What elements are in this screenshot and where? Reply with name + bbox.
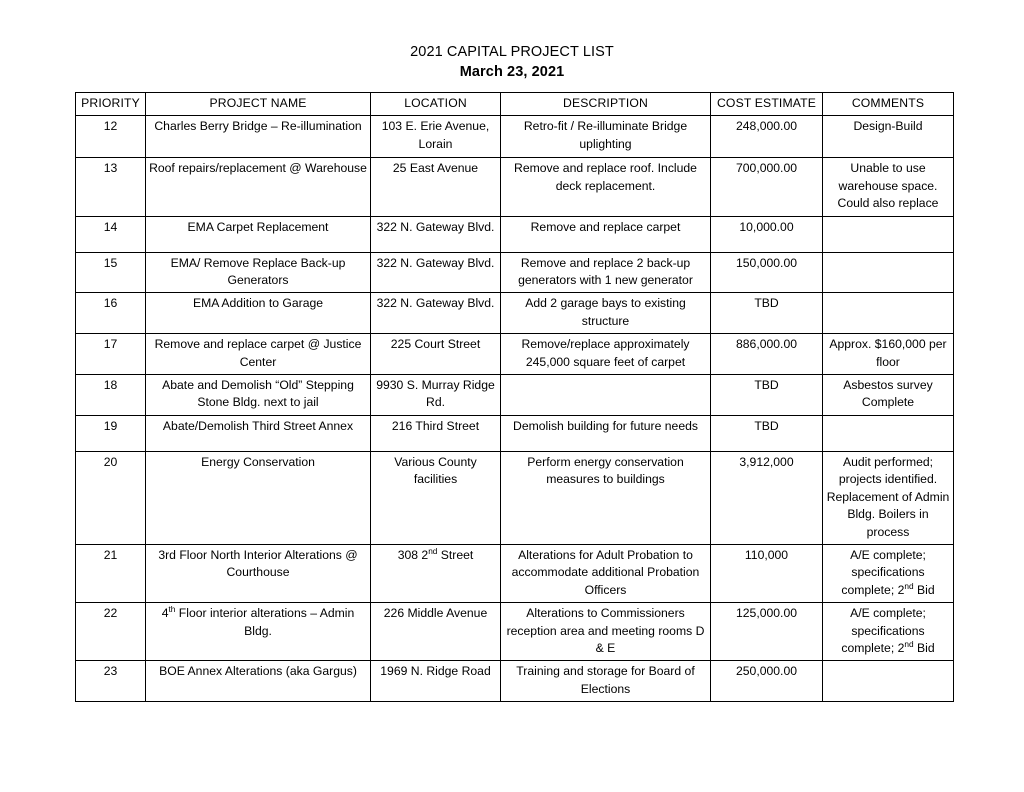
cell-location-text: 308 2nd Street (397, 545, 474, 562)
cell-location (371, 451, 501, 544)
cell-project-name-text: Abate and Demolish “Old” Stepping Stone Bldg. next to jail (162, 378, 354, 410)
cell-comments (823, 544, 954, 602)
column-header-priority: PRIORITY (76, 93, 146, 116)
table-row (76, 451, 954, 544)
cell-priority (76, 216, 146, 252)
cell-project-name-text: Roof repairs/replacement @ Warehouse (149, 161, 367, 176)
cell-comments (823, 603, 954, 661)
cell-priority (76, 544, 146, 602)
cell-description-text: Alterations for Adult Probation to accommodate additional Probation Officers (511, 547, 700, 597)
cell-description-text: Remove/replace approximately 245,000 square feet of carpet (521, 337, 690, 369)
cell-location (371, 293, 501, 334)
cell-location (371, 216, 501, 252)
table-row (76, 216, 954, 252)
cell-priority (76, 116, 146, 158)
document-header (0, 42, 1024, 82)
cell-cost-estimate (711, 116, 823, 158)
cell-cost-estimate (711, 158, 823, 216)
cell-priority-text: 12 (103, 119, 118, 134)
cell-cost-estimate (711, 334, 823, 375)
cell-cost-estimate (711, 252, 823, 293)
cell-description (501, 252, 711, 293)
table-row (76, 158, 954, 216)
cell-priority-text: 13 (103, 161, 118, 176)
cell-project-name-text: Abate/Demolish Third Street Annex (162, 418, 354, 433)
cell-project-name-text: EMA/ Remove Replace Back-up Generators (170, 255, 346, 288)
cell-comments-text: Audit performed; projects identified. Replacement of Admin Bldg. Boilers in process (826, 454, 950, 539)
cell-comments (823, 293, 954, 334)
page-title: 2021 CAPITAL PROJECT LIST (410, 44, 614, 60)
cell-cost-estimate-text: 150,000.00 (736, 255, 797, 270)
column-header-comments: COMMENTS (823, 93, 954, 116)
table-row (76, 661, 954, 702)
cell-priority-text: 23 (103, 664, 118, 679)
cell-priority-text: 22 (103, 606, 118, 621)
cell-comments (823, 661, 954, 702)
document-date: March 23, 2021 (459, 64, 565, 80)
cell-cost-estimate (711, 415, 823, 451)
cell-location-text: 1969 N. Ridge Road (380, 664, 491, 679)
cell-location (371, 661, 501, 702)
cell-cost-estimate-text: TBD (754, 378, 779, 393)
cell-cost-estimate-text: 125,000.00 (736, 606, 797, 621)
cell-description-text: Retro-fit / Re-illuminate Bridge uplighting (523, 119, 688, 151)
cell-priority-text: 21 (103, 547, 118, 562)
cell-description (501, 661, 711, 702)
cell-comments-text: Asbestos survey Complete (843, 378, 933, 410)
cell-description (501, 334, 711, 375)
cell-description (501, 544, 711, 602)
cell-cost-estimate-text: 250,000.00 (736, 664, 797, 679)
cell-comments-text: A/E complete; specifications complete; 2nd Bid (841, 547, 935, 597)
cell-priority (76, 293, 146, 334)
cell-cost-estimate (711, 544, 823, 602)
cell-priority (76, 375, 146, 416)
cell-project-name-text: EMA Carpet Replacement (187, 219, 329, 234)
cell-priority-text: 20 (103, 454, 118, 469)
cell-location-text: 322 N. Gateway Blvd. (376, 219, 495, 234)
cell-priority-text: 17 (103, 337, 118, 352)
cell-project-name (146, 216, 371, 252)
cell-project-name (146, 544, 371, 602)
cell-location-text: Various County facilities (394, 454, 477, 487)
cell-description-text: Add 2 garage bays to existing structure (525, 296, 686, 328)
column-header-cost-estimate: COST ESTIMATE (711, 93, 823, 116)
cell-comments-text: Approx. $160,000 per floor (829, 337, 947, 369)
cell-priority (76, 661, 146, 702)
cell-project-name (146, 661, 371, 702)
cell-comments (823, 252, 954, 293)
cell-project-name (146, 252, 371, 293)
cell-location-text: 322 N. Gateway Blvd. (376, 255, 495, 270)
cell-project-name-text: BOE Annex Alterations (aka Gargus) (159, 664, 357, 679)
cell-priority-text: 18 (103, 378, 118, 393)
cell-cost-estimate (711, 216, 823, 252)
cell-description (501, 158, 711, 216)
cell-comments-text: Design-Build (853, 119, 923, 134)
cell-cost-estimate-text: 3,912,000 (739, 454, 794, 469)
cell-project-name (146, 158, 371, 216)
capital-project-table (75, 92, 954, 702)
cell-location (371, 116, 501, 158)
cell-comments (823, 375, 954, 416)
cell-comments (823, 216, 954, 252)
cell-location-text: 25 East Avenue (392, 161, 479, 176)
cell-description-text: Alterations to Commissioners reception area and meeting rooms D & E (506, 606, 705, 655)
cell-description-text: Perform energy conservation measures to buildings (527, 454, 684, 487)
cell-description (501, 415, 711, 451)
table-header-row (76, 93, 954, 116)
cell-description (501, 293, 711, 334)
cell-priority-text: 14 (103, 219, 118, 234)
table-row (76, 293, 954, 334)
cell-location-text: 322 N. Gateway Blvd. (376, 296, 495, 311)
cell-location-text: 216 Third Street (391, 418, 480, 433)
cell-project-name (146, 415, 371, 451)
table-row (76, 116, 954, 158)
cell-cost-estimate-text: TBD (754, 296, 779, 311)
cell-cost-estimate-text: 886,000.00 (736, 337, 797, 352)
cell-location-text: 103 E. Erie Avenue, Lorain (381, 119, 490, 151)
column-header-project-name: PROJECT NAME (146, 93, 371, 116)
cell-location (371, 158, 501, 216)
cell-description (501, 603, 711, 661)
cell-project-name (146, 293, 371, 334)
cell-cost-estimate (711, 375, 823, 416)
cell-cost-estimate-text: 248,000.00 (736, 119, 797, 134)
cell-priority (76, 603, 146, 661)
table-row (76, 252, 954, 293)
cell-priority (76, 415, 146, 451)
cell-cost-estimate (711, 451, 823, 544)
cell-description-text: Remove and replace roof. Include deck replacement. (514, 161, 697, 193)
cell-location (371, 375, 501, 416)
cell-description (501, 451, 711, 544)
cell-project-name (146, 603, 371, 661)
cell-project-name-text: 4th Floor interior alterations – Admin Bldg. (161, 604, 355, 638)
cell-project-name-text: Energy Conservation (201, 454, 315, 469)
cell-location-text: 9930 S. Murray Ridge Rd. (376, 378, 495, 410)
capital-project-table-wrap (75, 92, 953, 702)
column-header-description: DESCRIPTION (501, 93, 711, 116)
cell-cost-estimate-text: 700,000.00 (736, 161, 797, 176)
table-row (76, 603, 954, 661)
cell-priority (76, 334, 146, 375)
cell-description-text: Demolish building for future needs (513, 418, 698, 433)
cell-location (371, 334, 501, 375)
cell-priority-text: 15 (103, 255, 118, 270)
cell-description-text: Remove and replace carpet (530, 219, 681, 234)
table-row (76, 375, 954, 416)
cell-project-name (146, 451, 371, 544)
cell-location-text: 226 Middle Avenue (383, 606, 488, 621)
cell-project-name-text: Remove and replace carpet @ Justice Center (154, 337, 362, 369)
cell-location (371, 544, 501, 602)
cell-comments (823, 334, 954, 375)
table-body (76, 116, 954, 702)
cell-project-name (146, 116, 371, 158)
cell-location (371, 415, 501, 451)
cell-location (371, 603, 501, 661)
cell-description (501, 216, 711, 252)
cell-cost-estimate-text: 10,000.00 (739, 219, 794, 234)
cell-cost-estimate-text: 110,000 (744, 547, 789, 562)
cell-project-name-text: EMA Addition to Garage (192, 296, 324, 311)
cell-priority-text: 19 (103, 418, 118, 433)
cell-cost-estimate (711, 603, 823, 661)
cell-project-name (146, 334, 371, 375)
cell-comments (823, 415, 954, 451)
cell-comments (823, 116, 954, 158)
cell-project-name-text: Charles Berry Bridge – Re-illumination (154, 119, 362, 134)
cell-description-text: Remove and replace 2 back-up generators with 1 new generator (518, 255, 693, 288)
table-row (76, 415, 954, 451)
cell-comments (823, 451, 954, 544)
table-row (76, 334, 954, 375)
column-header-location: LOCATION (371, 93, 501, 116)
cell-location (371, 252, 501, 293)
cell-description (501, 116, 711, 158)
cell-project-name-text: 3rd Floor North Interior Alterations @ Courthouse (158, 547, 358, 580)
cell-comments-text: A/E complete; specifications complete; 2nd Bid (841, 606, 935, 655)
table-row (76, 544, 954, 602)
cell-cost-estimate (711, 293, 823, 334)
cell-cost-estimate (711, 661, 823, 702)
cell-priority (76, 451, 146, 544)
cell-comments (823, 158, 954, 216)
cell-priority (76, 158, 146, 216)
cell-priority (76, 252, 146, 293)
cell-comments-text: Unable to use warehouse space. Could also replace (837, 161, 939, 211)
cell-project-name (146, 375, 371, 416)
cell-description-text: Training and storage for Board of Elections (516, 664, 695, 696)
cell-description (501, 375, 711, 416)
cell-priority-text: 16 (103, 296, 118, 311)
cell-location-text: 225 Court Street (390, 337, 481, 352)
cell-cost-estimate-text: TBD (754, 418, 779, 433)
